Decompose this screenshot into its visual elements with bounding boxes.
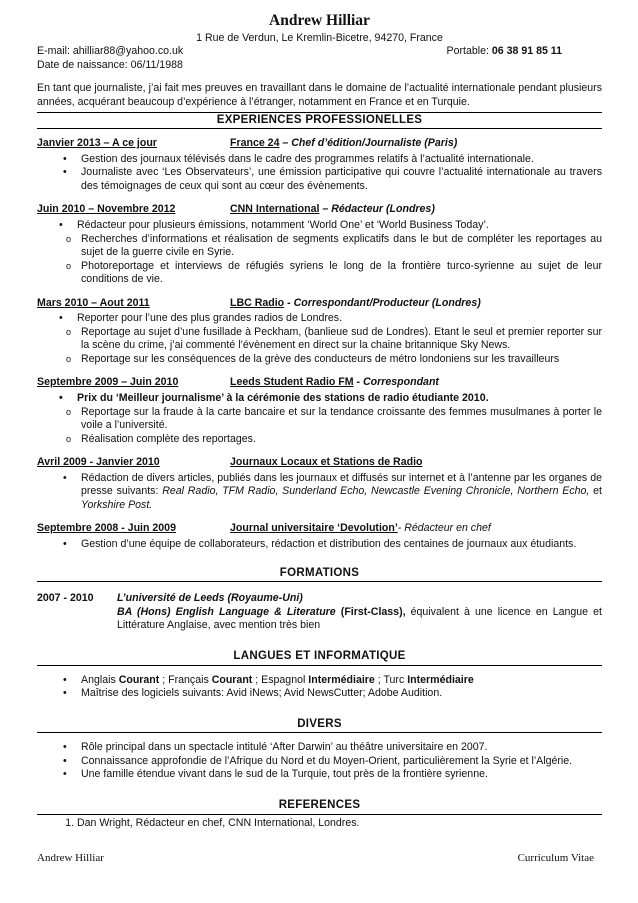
phone-line — [447, 45, 602, 59]
cv-page — [37, 10, 602, 830]
language-level: Courant — [118, 673, 160, 686]
misc-list — [37, 741, 602, 782]
job-header — [37, 203, 602, 217]
language-level: Intermédiaire — [407, 673, 474, 686]
degree: BA (Hons) English Language & Literature — [117, 605, 336, 618]
education-years: 2007 - 2010 — [37, 592, 94, 605]
job-dates: Septembre 2009 – Juin 2010 — [37, 376, 179, 389]
language-level: Intermédiaire — [308, 673, 375, 686]
job-subbullets — [37, 233, 602, 287]
candidate-name: Andrew Hilliar — [269, 12, 370, 29]
job-role: – Rédacteur (Londres) — [319, 203, 435, 216]
language-text: ; Turc — [374, 673, 408, 686]
degree-equivalent: équivalent à une licence en Langue et Littérature Anglaise, avec mention très bien — [117, 605, 602, 632]
job-header — [37, 137, 602, 151]
job-role: - Rédacteur en chef — [397, 522, 491, 535]
list-item: • Une famille étendue vivant dans le sud de la Turquie, tout près de la frontière syrienne. — [81, 768, 602, 782]
degree-grade: (First-Class), — [335, 605, 406, 618]
education-body — [117, 592, 602, 633]
spacer — [37, 782, 602, 798]
outlet-list: Real Radio, TFM Radio, Sunderland Echo, Newcastle Evening Chronicle, Northern Echo, — [162, 485, 590, 498]
job-bullets — [37, 392, 602, 406]
outlet-name: Yorkshire Post. — [81, 498, 153, 511]
job-org: CNN International — [230, 203, 320, 216]
list-item: • Gestion des journaux télévisés dans le cadre des programmes relatifs à l’actualité internationale. — [81, 153, 602, 167]
section-title-misc: DIVERS — [37, 717, 602, 734]
job-header — [37, 456, 602, 470]
job-header — [37, 376, 602, 390]
job-org: Journaux Locaux et Stations de Radio — [230, 456, 423, 469]
job-org: Journal universitaire ‘Devolution’ — [230, 522, 398, 535]
language-text: ; Espagnol — [252, 673, 309, 686]
education-entry — [37, 592, 602, 633]
list-item — [81, 674, 602, 688]
address: 1 Rue de Verdun, Le Kremlin-Bicetre, 94270, France — [196, 31, 443, 44]
intro-paragraph: En tant que journaliste, j’ai fait mes preuves en travaillant dans le domaine de l’actualité internationale pendant plusieurs années, acquérant beaucoup d’expérience à l’étranger, notamment en France et en Turquie. — [37, 82, 602, 109]
job-role: - Correspondant/Producteur (Londres) — [284, 296, 481, 309]
job-role: – Chef d’édition/Journaliste (Paris) — [279, 137, 458, 150]
footer-name: Andrew Hilliar — [37, 852, 104, 864]
list-item: • Reporter pour l’une des plus grandes radios de Londres. — [77, 312, 602, 326]
email: E-mail: ahilliar88@yahoo.co.uk — [37, 45, 184, 58]
phone-label: Portable: — [446, 45, 492, 58]
job-entry — [37, 203, 602, 286]
contact-row — [37, 45, 602, 59]
job-bullets — [37, 312, 602, 326]
section-title-languages: LANGUES ET INFORMATIQUE — [37, 649, 602, 666]
list-item: • Gestion d’une équipe de collaborateurs, rédaction et distribution des centaines de journaux aux étudiants. — [81, 538, 602, 552]
school-name: L’université de Leeds (Royaume-Uni) — [117, 592, 303, 605]
list-item: o Recherches d’informations et réalisation de segments explicatifs dans le but de compléter les reportages au sujet de la guerre civile en Syrie. — [81, 233, 602, 260]
job-dates: Janvier 2013 – A ce jour — [37, 137, 157, 150]
list-item: • Maîtrise des logiciels suivants: Avid iNews; Avid NewsCutter; Adobe Audition. — [81, 687, 602, 701]
job-dates: Mars 2010 – Aout 2011 — [37, 296, 150, 309]
language-text: ; Français — [159, 673, 212, 686]
birth-date: Date de naissance: 06/11/1988 — [37, 58, 183, 71]
section-title-references: REFERENCES — [37, 798, 602, 815]
list-item: • Journaliste avec ‘Les Observateurs’, une émission participative qui couvre l’actualité internationale au travers des témoignages de ceux qui sont au cœur des évènements. — [81, 166, 602, 193]
list-item: • Rôle principal dans un spectacle intitulé ‘After Darwin’ au théâtre universitaire en 2007. — [81, 741, 602, 755]
spacer — [37, 633, 602, 649]
list-item: o Photoreportage et interviews de réfugiés syriens le long de la frontière turco-syrienne au sujet de leur conditions de vie. — [81, 260, 602, 287]
job-entry — [37, 456, 602, 512]
job-bullets — [37, 472, 602, 513]
section-divider — [37, 128, 602, 129]
job-dates: Juin 2010 – Novembre 2012 — [37, 203, 176, 216]
page-footer — [37, 851, 602, 865]
section-title-education: FORMATIONS — [37, 566, 602, 583]
spacer — [37, 552, 602, 566]
language-level: Courant — [211, 673, 253, 686]
job-role: - Correspondant — [353, 376, 439, 389]
list-item: • Rédacteur pour plusieurs émissions, notamment ‘World One’ et ‘World Business Today’. — [77, 219, 602, 233]
job-entry — [37, 376, 602, 446]
list-item: o Reportage sur les conséquences de la grève des conducteurs de métro londoniens sur les travailleurs — [81, 353, 602, 367]
job-entry — [37, 297, 602, 367]
job-entry — [37, 522, 602, 551]
language-list — [37, 674, 602, 701]
phone-number: 06 38 91 85 11 — [491, 45, 562, 58]
bullet-text: Rédaction de divers articles, publiés dans les journaux et diffusés sur internet et à l’antenne par les organes de presse suivants: — [81, 471, 602, 498]
list-item — [81, 472, 602, 513]
job-subbullets — [37, 406, 602, 447]
job-dates: Avril 2009 - Janvier 2010 — [37, 456, 160, 469]
job-header — [37, 297, 602, 311]
list-item: o Reportage au sujet d’une fusillade à Peckham, (banlieue sud de Londres). Etant le seul et premier reporter sur la scène du crime, j’ai commenté l’évènement en direct sur la chaine britannique Sky News. — [81, 326, 602, 353]
job-dates: Septembre 2008 - Juin 2009 — [37, 522, 176, 535]
job-header — [37, 522, 602, 536]
footer-doc-title: Curriculum Vitae — [517, 852, 594, 864]
job-subbullets — [37, 326, 602, 367]
list-item: • Prix du ‘Meilleur journalisme’ à la cérémonie des stations de radio étudiante 2010. — [77, 392, 602, 406]
job-entry — [37, 137, 602, 193]
list-item: o Reportage sur la fraude à la carte bancaire et sur la tendance croissante des femmes musulmanes à porter le voile a l’université. — [81, 406, 602, 433]
bullet-text: et — [589, 485, 603, 498]
list-item: 1. Dan Wright, Rédacteur en chef, CNN International, Londres. — [77, 817, 602, 831]
job-bullets — [37, 153, 602, 194]
reference-list — [37, 817, 602, 831]
list-item: • Connaissance approfondie de l’Afrique du Nord et du Moyen-Orient, particulièrement la Syrie et l’Algérie. — [81, 755, 602, 769]
job-org: Leeds Student Radio FM — [230, 376, 354, 389]
language-text: Anglais — [81, 673, 119, 686]
spacer — [37, 701, 602, 717]
job-bullets — [37, 538, 602, 552]
job-org: France 24 — [230, 137, 280, 150]
list-item: o Réalisation complète des reportages. — [81, 433, 602, 447]
degree-line — [117, 606, 602, 633]
job-bullets — [37, 219, 602, 233]
section-title-experience: EXPERIENCES PROFESSIONELLES — [37, 112, 602, 129]
job-org: LBC Radio — [230, 296, 285, 309]
